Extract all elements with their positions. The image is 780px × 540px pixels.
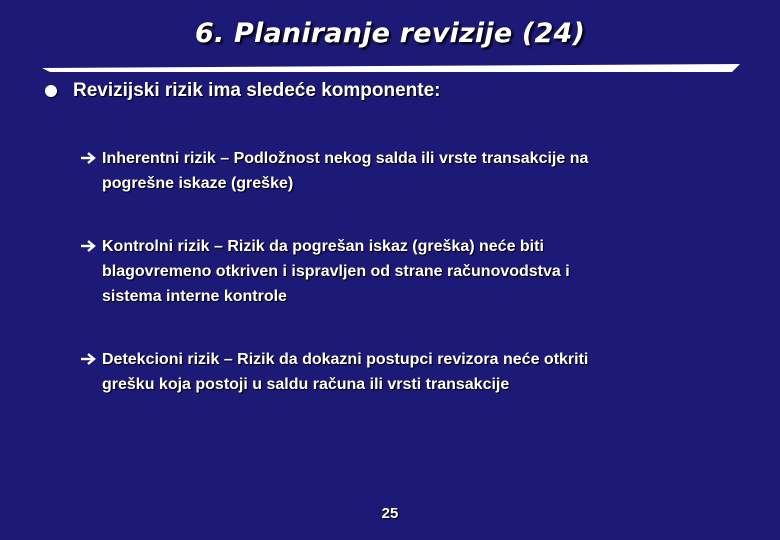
right-arrow-icon bbox=[80, 352, 96, 366]
page-number: 25 bbox=[381, 505, 399, 522]
text-line: blagovremeno otkriven i ispravljen od strane računovodstva i bbox=[102, 263, 570, 280]
sub-bullet-text bbox=[102, 146, 588, 196]
sub-bullet-detekcioni bbox=[80, 347, 720, 397]
text-line: sistema interne kontrole bbox=[102, 288, 287, 305]
round-bullet-icon bbox=[45, 85, 57, 97]
main-bullet-text: Revizijski rizik ima sledeće komponente: bbox=[73, 80, 441, 101]
right-arrow-icon bbox=[80, 151, 96, 165]
text-line: pogrešne iskaze (greške) bbox=[102, 175, 294, 192]
sub-bullet-text bbox=[102, 347, 588, 397]
text-line: Detekcioni rizik – Rizik da dokazni postupci revizora neće otkriti bbox=[102, 351, 589, 368]
sub-bullet-text bbox=[102, 234, 570, 309]
right-arrow-icon bbox=[80, 239, 96, 253]
slide-title: 6. Planiranje revizije (24) bbox=[195, 18, 585, 49]
main-bullet bbox=[45, 80, 440, 102]
text-line: Inherentni rizik – Podložnost nekog salda ili vrste transakcije na bbox=[102, 150, 589, 167]
sub-bullet-kontrolni bbox=[80, 234, 720, 309]
text-line: Kontrolni rizik – Rizik da pogrešan iskaz (greška) neće biti bbox=[102, 238, 544, 255]
text-line: grešku koja postoji u saldu računa ili vrsti transakcije bbox=[102, 376, 510, 393]
title-divider bbox=[42, 64, 740, 72]
sub-bullet-inherentni bbox=[80, 146, 720, 196]
